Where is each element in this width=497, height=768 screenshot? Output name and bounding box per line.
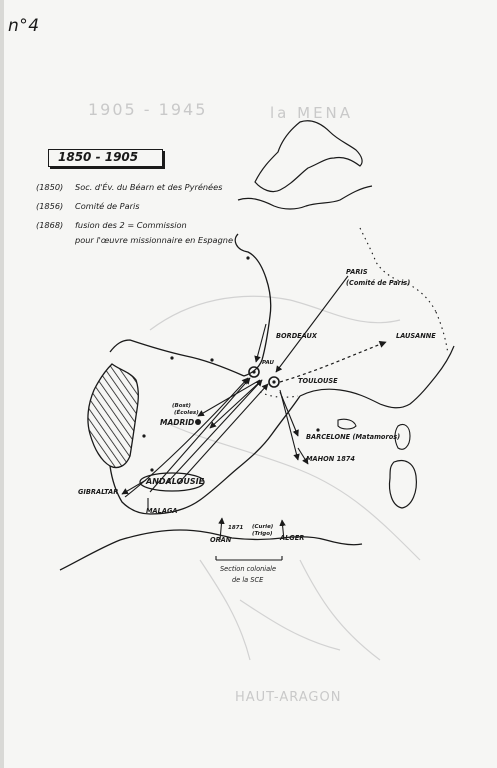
label-trigo: (Trigo) xyxy=(252,531,273,537)
legend-date: (1868) xyxy=(36,220,64,230)
island-sardinia xyxy=(390,461,417,508)
portugal-hatched xyxy=(88,364,138,468)
border-dotted xyxy=(436,312,448,354)
label-madrid-note: (Bost) xyxy=(172,403,191,409)
coastline-france xyxy=(235,234,271,376)
ghost-text: 1905 - 1945 xyxy=(88,100,208,119)
coastline-spain-south xyxy=(110,396,300,514)
madrid-marker xyxy=(195,419,201,425)
label-oran: ORAN xyxy=(210,536,232,544)
label-section-coloniale: Section coloniale xyxy=(220,565,277,573)
border-dotted xyxy=(260,392,298,397)
legend-date: (1856) xyxy=(36,201,64,211)
island-balearic xyxy=(338,419,356,429)
arrow-gibraltar xyxy=(122,480,146,494)
label-pau: PAU xyxy=(262,360,275,366)
label-paris-note: (Comité de Paris) xyxy=(346,279,411,287)
page-number: n°4 xyxy=(8,16,40,36)
label-madrid: MADRID xyxy=(160,418,195,427)
label-alger: ALGER xyxy=(280,534,305,542)
label-malaga: MALAGA xyxy=(146,507,178,515)
label-barcelone: BARCELONE (Matamoros) xyxy=(306,433,401,441)
legend-date: (1850) xyxy=(36,182,64,192)
legend-text: Soc. d'Év. du Béarn et des Pyrénées xyxy=(75,182,223,192)
map-title: 1850 - 1905 xyxy=(58,150,139,164)
legend-text: fusion des 2 = Commission xyxy=(75,220,187,230)
legend-text: pour l'œuvre missionnaire en Espagne xyxy=(75,235,233,245)
coastline-channel xyxy=(238,186,372,209)
ghost-text: la MENA xyxy=(270,104,354,122)
mission-arrows xyxy=(125,276,348,497)
label-toulouse: TOULOUSE xyxy=(298,377,338,385)
label-madrid-note2: (Écoles) xyxy=(174,410,199,416)
label-andalousie: ANDALOUSIE xyxy=(146,477,205,486)
border-dotted xyxy=(360,228,436,312)
label-mahon: MAHON 1874 xyxy=(306,455,355,463)
label-curie: (Curie) xyxy=(252,524,274,530)
label-oran-year: 1871 xyxy=(228,525,244,531)
label-paris: PARIS xyxy=(346,268,368,276)
label-bordeaux: BORDEAUX xyxy=(276,332,317,340)
coastline-spain-north xyxy=(110,340,244,376)
label-sce: de la SCE xyxy=(232,576,264,584)
coastline-britain xyxy=(255,121,362,192)
label-gibraltar: GIBRALTAR xyxy=(78,488,119,496)
ghost-text: HAUT-ARAGON xyxy=(235,690,342,705)
label-lausanne: LAUSANNE xyxy=(396,332,436,340)
arrow-lausanne xyxy=(280,342,386,382)
legend-text: Comité de Paris xyxy=(75,201,140,211)
